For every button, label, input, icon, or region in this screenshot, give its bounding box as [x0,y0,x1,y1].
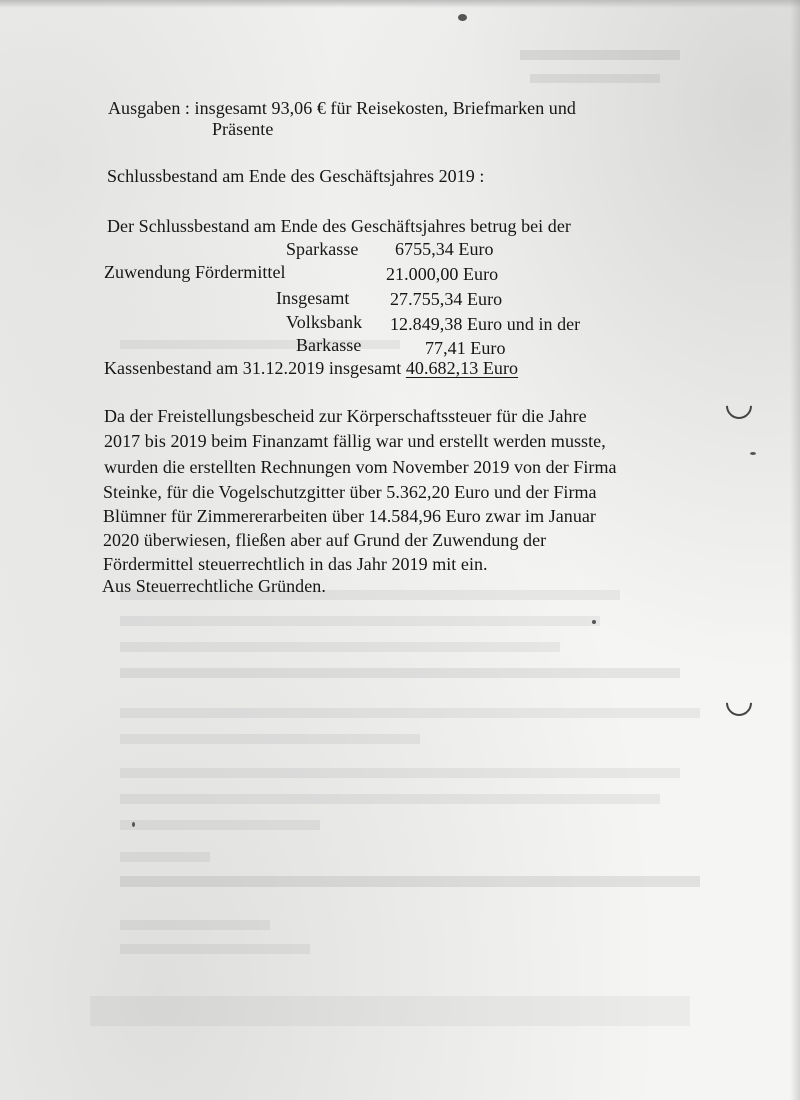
balance-label-volksbank: Volksbank [286,312,363,332]
expenses-line-2: Präsente [212,119,274,139]
cash-total-prefix: Kassenbestand am 31.12.2019 insgesamt [104,358,406,378]
paragraph-line: 2017 bis 2019 beim Finanzamt fällig war und erstellt werden musste, [104,431,606,451]
cash-total-line [104,357,518,379]
paragraph-line: Da der Freistellungsbescheid zur Körperschaftssteuer für die Jahre [104,406,587,426]
paragraph-line: Blümner für Zimmererarbeiten über 14.584,96 Euro zwar im Januar [103,506,596,526]
paragraph-line: Fördermittel steuerrechtlich in das Jahr 2019 mit ein. [103,554,488,574]
balance-label-foerdermittel: Zuwendung Fördermittel [104,262,286,282]
scan-top-edge [0,0,800,8]
paragraph-line: Aus Steuerrechtliche Gründen. [102,576,326,596]
paragraph-line: Steinke, für die Vogelschutzgitter über 5.362,20 Euro und der Firma [103,482,597,502]
closing-balance-intro: Der Schlussbestand am Ende des Geschäftsjahres betrug bei der [107,216,571,236]
balance-value-volksbank: 12.849,38 Euro und in der [390,314,581,334]
balance-value-sparkasse: 6755,34 Euro [395,239,494,259]
balance-label-sparkasse: Sparkasse [286,239,359,259]
closing-balance-heading: Schlussbestand am Ende des Geschäftsjahres 2019 : [107,166,485,186]
paragraph-line: wurden die erstellten Rechnungen vom November 2019 von der Firma [104,457,617,477]
balance-label-insgesamt: Insgesamt [276,288,350,308]
balance-label-barkasse: Barkasse [296,335,362,355]
paragraph-line: 2020 überwiesen, fließen aber auf Grund der Zuwendung der [103,530,547,550]
balance-value-foerdermittel: 21.000,00 Euro [386,264,499,284]
balance-value-barkasse: 77,41 Euro [425,338,506,358]
cash-total-value: 40.682,13 Euro [405,358,519,378]
balance-value-insgesamt: 27.755,34 Euro [390,289,503,309]
scan-speck [458,14,467,21]
expenses-line-1: Ausgaben : insgesamt 93,06 € für Reisekosten, Briefmarken und [108,98,576,118]
